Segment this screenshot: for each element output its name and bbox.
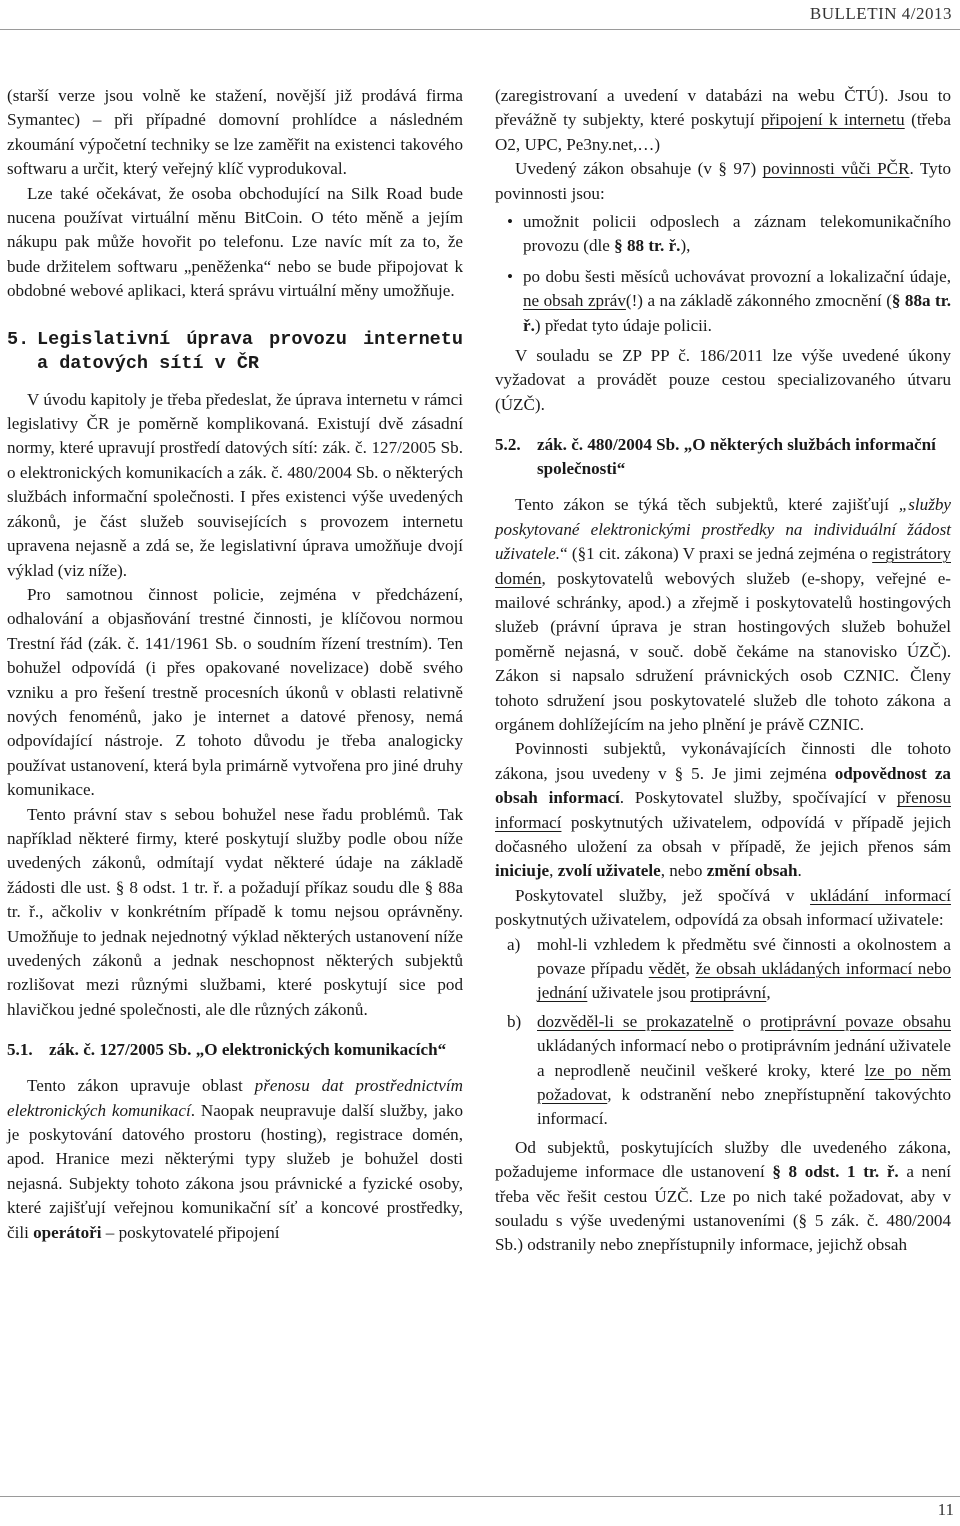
bold-text: odpovědnost za obsah informací <box>495 763 951 808</box>
paragraph <box>495 157 951 206</box>
text-run: Tento zákon se týká těch subjektů, které zajišťují <box>515 495 899 515</box>
paragraph <box>495 884 951 933</box>
underlined-text: přenosu informací <box>495 788 951 832</box>
text-run: ), <box>680 236 691 256</box>
paragraph: Pro samotnou činnost policie, zejména v předcházení, odhalování a objasňování trestné činnosti, je klíčovou normou Trestní řád (zák. č. 141/1961 Sb. o soudním řízení trestním). Ten bohužel odpovídá (i přes opakované novelizace) době svého vzniku a pro řešení trestně procesních úkonů v oblasti relativně nových fenoménů, jako je internet a datové přenosy, nemá odpovídající nástroje. Z tohoto důvodu je třeba analogicky používat ustanovení, která byla primárně vytvořena pro jiné druhy komunikace. <box>7 584 463 800</box>
section-title: zák. č. 127/2005 Sb. „O elektronických komunikacích“ <box>49 1040 447 1060</box>
text-run: Tento zákon upravuje oblast <box>27 1076 255 1096</box>
paragraph: Lze také očekávat, že osoba obchodující na Silk Road bude nucena používat virtuální měnu BitCoin. O této měně a jejím nákupu pak může hovořit po telefonu. Lze navíc mít za to, že bude držitelem softwaru „peněženka“ nebo se bude připojovat k obdobné webové aplikaci, která správu virtuální měny umožňuje. <box>7 183 463 301</box>
text-run: , poskytovatelů webových služeb (e-shopy, veřejné e-mailové schránky, apod.) a zřejmě i poskytovatelů hostingových služeb (právní úprava je stran hostingových služeb bohužel poměrně nejasná, v souč. době čekáme na stanovisko ÚZČ). Zákon si napsalo sdružení právnických osob CZNIC. Členy tohoto sdružení jsou poskytovatelé služeb dle tohoto zákona a orgánem dohlížejícím na jeho plnění je právě CZNIC. <box>495 568 951 734</box>
page-header <box>0 0 960 30</box>
list-item <box>495 265 951 338</box>
bold-text: iniciuje <box>495 861 550 881</box>
list-item <box>495 1010 951 1132</box>
section-number: 5. <box>7 328 30 350</box>
emphasis-text: přenosu dat prostřednictvím elektronických komunikací <box>7 1076 463 1120</box>
bold-text: § 8 odst. 1 tr. ř. <box>772 1162 899 1182</box>
section-heading-5-2 <box>495 433 951 481</box>
text-run: poskytnutých uživatelem, odpovídá za obsah informací uživatele: <box>495 910 944 930</box>
text-run: , <box>766 983 771 1003</box>
section-heading-5-1 <box>7 1038 463 1062</box>
text-run: po dobu šesti měsíců uchovávat provozní a lokalizační údaje, <box>523 266 951 286</box>
paragraph: V souladu se ZP PP č. 186/2011 lze výše uvedené úkony vyžadovat a provádět pouze cestou specializovaného útvaru (ÚZČ). <box>495 346 951 414</box>
paragraph: V úvodu kapitoly je třeba předeslat, že úprava internetu v rámci legislativy ČR je poměrně komplikovaná. Existují dvě zásadní normy, které upravují prostředí datových sítí: zák. č. 127/2005 Sb. o elektronických komunikacích a zák. č. 480/2004 Sb. o některých službách informační společnosti. I přes existenci výše uvedených zákonů, je část služeb souvisejících s provozem internetu upravena nejasně a zdá se, že legislativní úprava umožňuje dvojí výklad (viz níže). <box>7 389 463 580</box>
text-run: , <box>685 959 696 978</box>
text-run: (!) a na základě zákonného zmocnění ( <box>625 291 892 311</box>
list-label: b) <box>507 1011 522 1031</box>
text-run: Povinnosti subjektů, vykonávajících činnosti dle tohoto zákona, jsou uvedeny v § 5. Je jimi zejména <box>495 739 951 783</box>
section-number: 5.1. <box>7 1040 33 1060</box>
underlined-text: registrátory domén <box>495 544 951 588</box>
bold-text: zvolí uživatele <box>557 861 661 881</box>
text-run: , nebo <box>660 861 707 881</box>
text-run: Poskytovatel služby, jež spočívá v <box>515 885 811 905</box>
text-run: a není třeba věc řešit cestou ÚZČ. Lze po nich také požadovat, aby v souladu s výše uvedenými ustanoveními (§ 5 zák. č. 480/2004 Sb.) odstranily nebo znepřístupnily informace, jejichž obsah <box>495 1162 951 1255</box>
text-run: mohl-li vzhledem k předmětu své činnosti a okolnostem a povaze případu <box>537 934 951 978</box>
underlined-text: lze po něm požadovat <box>537 1060 951 1105</box>
text-run: ukládaných informací nebo o protiprávním jednání uživatele a neprodleně neučinil veškeré kroky, které <box>537 1036 951 1080</box>
bold-text: § 88 tr. ř. <box>614 236 681 256</box>
text-run: – poskytovatelé připojení <box>101 1222 280 1242</box>
underlined-text: povinnosti vůči PČR <box>762 159 910 179</box>
text-run: . <box>797 861 802 881</box>
text-run: Uvedený zákon obsahuje (v § 97) <box>515 159 763 179</box>
text-run: uživatele jsou <box>587 983 691 1003</box>
liability-list <box>495 933 951 1132</box>
text-run: , k odstranění nebo znepřístupnění takovýchto informací. <box>537 1085 951 1129</box>
text-run: . Tyto povinnosti jsou: <box>495 159 951 203</box>
obligations-list <box>495 210 951 338</box>
text-run: (zaregistrovaní a uvedení v databázi na webu ČTÚ). Jsou to převážně ty subjekty, které poskytují <box>495 86 951 130</box>
paragraph <box>7 1074 463 1245</box>
text-run: Od subjektů, poskytujících služby dle uvedeného zákona, požadujeme informace dle ustanovení <box>495 1137 951 1182</box>
text-run: o <box>733 1011 761 1031</box>
underlined-text: protiprávní povaze obsahu <box>760 1011 951 1031</box>
section-heading-5 <box>7 328 463 376</box>
paragraph <box>495 493 951 737</box>
paragraph: (starší verze jsou volně ke stažení, novější již prodává firma Symantec) – při případné domovní prohlídce a následném zkoumání výpočetní techniky se lze zaměřit na existenci takového softwaru a určit, který veřejný klíč vyprodukoval. <box>7 86 463 179</box>
list-item <box>495 933 951 1006</box>
underlined-text: dozvěděl-li se prokazatelně <box>537 1011 734 1031</box>
footer-rule <box>0 1496 960 1497</box>
text-run: . Naopak neupravuje další služby, jako je poskytování datového prostoru (hosting), registrace domén, apod. Hranice mezi některými typy služeb je bohužel dosti nejasná. Subjekty tohoto zákona jsou právnické a fyzické osoby, které zajišťují veřejnou komunikační síť a koncové prostředky, čili <box>7 1100 463 1242</box>
paragraph <box>495 737 951 883</box>
underlined-text: připojení k internetu <box>760 110 905 130</box>
text-run: umožnit policii odposlech a záznam telekomunikačního provozu (dle <box>523 212 951 256</box>
bold-text: operátoři <box>33 1222 102 1242</box>
bold-text: změní obsah <box>706 861 798 881</box>
text-run: “ (§1 cit. zákona) V praxi se jedná zejména o <box>560 544 873 564</box>
text-run: (třeba O2, UPC, Pe3ny.net,…) <box>495 110 951 154</box>
section-title: zák. č. 480/2004 Sb. „O některých službách informační společnosti“ <box>537 435 936 479</box>
page-number: 11 <box>937 1500 954 1519</box>
left-column <box>7 84 463 1245</box>
paragraph <box>495 1136 951 1258</box>
underlined-text: že obsah ukládaných informací nebo jednání <box>537 959 951 1003</box>
section-title: Legislativní úprava provozu internetu a datových sítí v ČR <box>37 328 463 374</box>
section-number: 5.2. <box>495 435 521 455</box>
paragraph <box>495 84 951 157</box>
text-run: . Poskytovatel služby, spočívající v <box>619 788 897 808</box>
right-column <box>495 84 951 1258</box>
bulletin-title: BULLETIN 4/2013 <box>809 4 952 23</box>
list-item <box>495 210 951 259</box>
paragraph: Tento právní stav s sebou bohužel nese řadu problémů. Tak například některé firmy, které poskytují služby podle obou níže uvedených zákonů, odmítají vydat některé údaje na základě žádosti dle ust. § 8 odst. 1 tr. ř. a požadují příkaz soudu dle § 88a tr. ř., ačkoliv v konkrétním případě k tomu nejsou oprávněny. Umožňuje to jednak nejednotný výklad některých ustanovení níže uvedených zákonů a jednak neschopnost některých subjektů rozlišovat mezi různými službami, které poskytují sice pod hlavičkou jedné společnosti, ale dle různých zákonů. <box>7 804 463 1019</box>
text-run: , <box>549 861 558 881</box>
text-run: ) předat tyto údaje policii. <box>534 315 712 335</box>
list-label: a) <box>507 934 521 954</box>
underlined-text: ne obsah zpráv <box>523 291 626 311</box>
underlined-text: protiprávní <box>690 983 767 1003</box>
underlined-text: ukládání informací <box>810 885 951 905</box>
emphasis-text: „služby poskytované elektronickými prostředky na individuální žádost uživatele. <box>495 495 951 564</box>
text-run: poskytnutých uživatelem, odpovídá v případě jejich dočasného uložení za obsah v případě, že jejich přenos sám <box>495 812 951 856</box>
bold-text: § 88a tr. ř. <box>523 291 952 335</box>
underlined-text: vědět <box>648 959 686 978</box>
